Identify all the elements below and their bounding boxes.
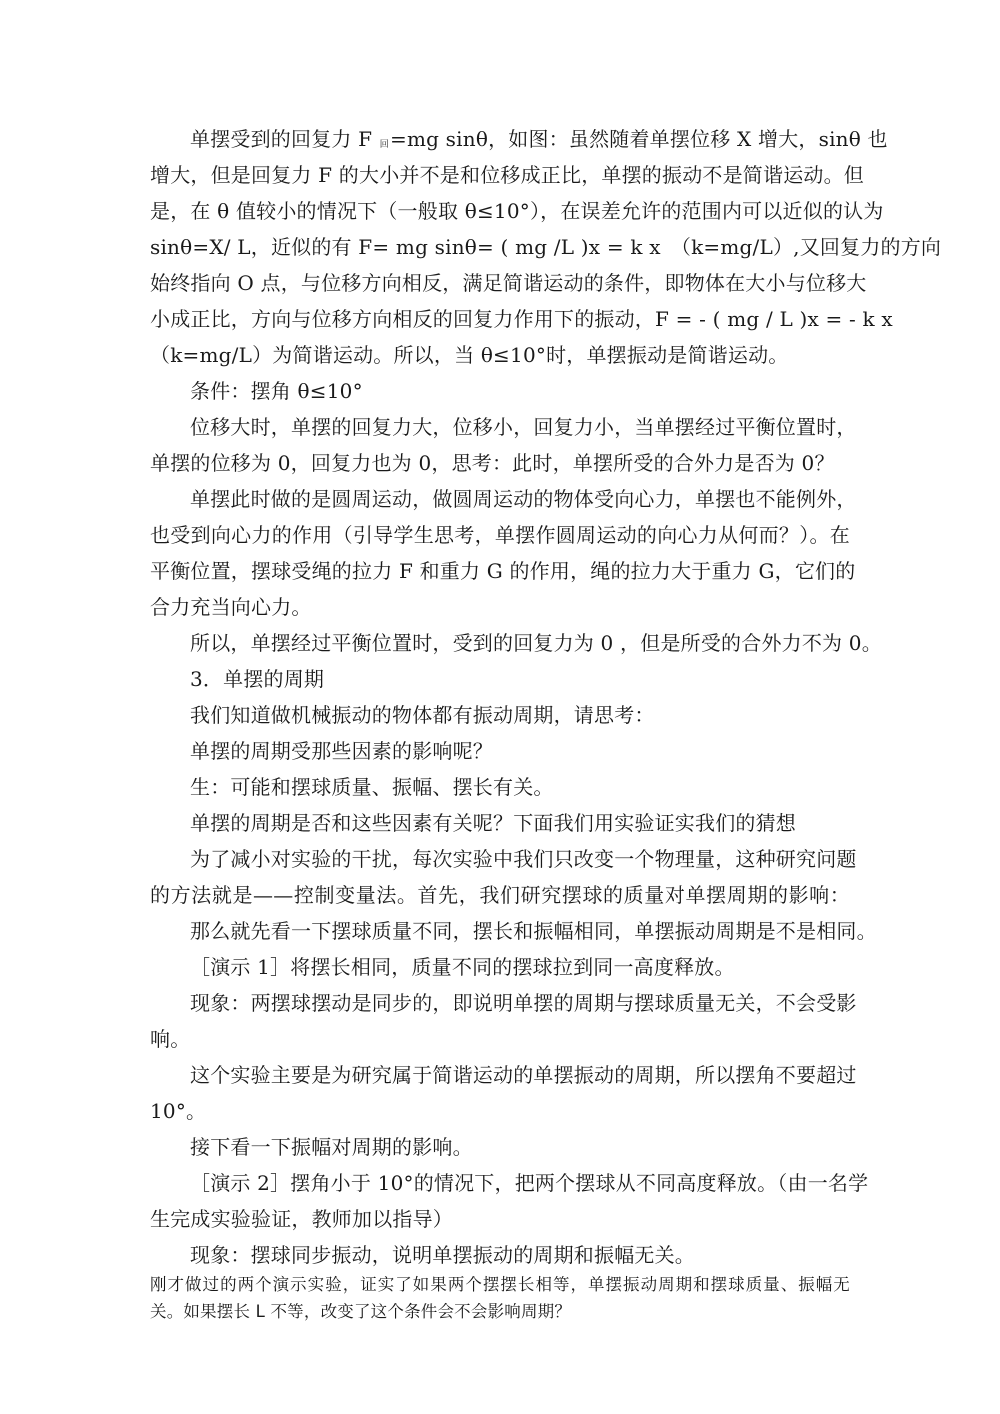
paragraph-line: 单摆的位移为 0，回复力也为 0，思考：此时，单摆所受的合外力是否为 0？ (150, 451, 835, 475)
paragraph-line (190, 122, 888, 156)
paragraph-line-small: 刚才做过的两个演示实验，证实了如果两个摆摆长相等，单摆振动周期和摆球质量、振幅无 (150, 1275, 850, 1294)
paragraph-line: 这个实验主要是为研究属于简谐运动的单摆振动的周期，所以摆角不要超过 (190, 1063, 857, 1087)
paragraph-line: 是，在 θ 值较小的情况下（一般取 θ≤10°），在误差允许的范围内可以近似的认为 (150, 199, 884, 223)
paragraph-line-small: 关。如果摆长 L 不等，改变了这个条件会不会影响周期？ (150, 1302, 572, 1321)
paragraph-line: 小成正比，方向与位移方向相反的回复力作用下的振动，F = - ( mg / L )x = - k x (150, 307, 893, 331)
condition-line: 条件：摆角 θ≤10° (190, 379, 363, 403)
paragraph-line: 为了减小对实验的干扰，每次实验中我们只改变一个物理量，这种研究问题 (190, 847, 857, 871)
paragraph-line: 始终指向 O 点，与位移方向相反，满足简谐运动的条件，即物体在大小与位移大 (150, 271, 867, 295)
paragraph-line: 平衡位置，摆球受绳的拉力 F 和重力 G 的作用，绳的拉力大于重力 G，它们的 (150, 559, 856, 583)
paragraph-line: sinθ=X/ L，近似的有 F= mg sinθ= ( mg /L )x = k x （k=mg/L）,又回复力的方向 (150, 235, 942, 259)
demo-2-line: ［演示 2］摆角小于 10°的情况下，把两个摆球从不同高度释放。（由一名学 (190, 1171, 869, 1195)
paragraph-line: 我们知道做机械振动的物体都有振动周期，请思考： (190, 703, 655, 727)
paragraph-line: 增大，但是回复力 F 的大小并不是和位移成正比，单摆的振动不是简谐运动。但 (150, 163, 864, 187)
paragraph-line: 响。 (150, 1027, 191, 1051)
paragraph-line: 接下看一下振幅对周期的影响。 (190, 1135, 473, 1159)
paragraph-line: 那么就先看一下摆球质量不同，摆长和振幅相同，单摆振动周期是不是相同。 (190, 919, 877, 943)
paragraph-line: 单摆的周期是否和这些因素有关呢？下面我们用实验证实我们的猜想 (190, 811, 796, 835)
paragraph-line: （k=mg/L）为简谐运动。所以，当 θ≤10°时，单摆振动是简谐运动。 (150, 343, 789, 367)
paragraph-line: 单摆的周期受那些因素的影响呢？ (190, 739, 493, 763)
section-heading: 3．单摆的周期 (190, 667, 325, 691)
text-run: =mg sinθ，如图：虽然随着单摆位移 X 增大，sinθ 也 (390, 127, 888, 151)
paragraph-line: 合力充当向心力。 (150, 595, 312, 619)
paragraph-line: 也受到向心力的作用（引导学生思考，单摆作圆周运动的向心力从何而？）。在 (150, 523, 850, 547)
paragraph-line: 生：可能和摆球质量、振幅、摆长有关。 (190, 775, 554, 799)
paragraph-line: 所以，单摆经过平衡位置时，受到的回复力为 0 ，但是所受的合外力不为 0。 (190, 631, 882, 655)
demo-1-line: ［演示 1］将摆长相同，质量不同的摆球拉到同一高度释放。 (190, 955, 735, 979)
paragraph-line: 10°。 (150, 1099, 207, 1123)
subscript-hui: 回 (379, 140, 389, 150)
paragraph-line: 现象：摆球同步振动，说明单摆振动的周期和振幅无关。 (190, 1243, 695, 1267)
paragraph-line: 现象：两摆球摆动是同步的，即说明单摆的周期与摆球质量无关，不会受影 (190, 991, 857, 1015)
paragraph-line: 位移大时，单摆的回复力大，位移小，回复力小，当单摆经过平衡位置时， (190, 415, 857, 439)
text-run: 单摆受到的回复力 F (190, 127, 379, 151)
paragraph-line: 单摆此时做的是圆周运动，做圆周运动的物体受向心力，单摆也不能例外， (190, 487, 857, 511)
paragraph-line: 的方法就是——控制变量法。首先，我们研究摆球的质量对单摆周期的影响： (150, 883, 850, 907)
paragraph-line: 生完成实验验证，教师加以指导） (150, 1207, 453, 1231)
